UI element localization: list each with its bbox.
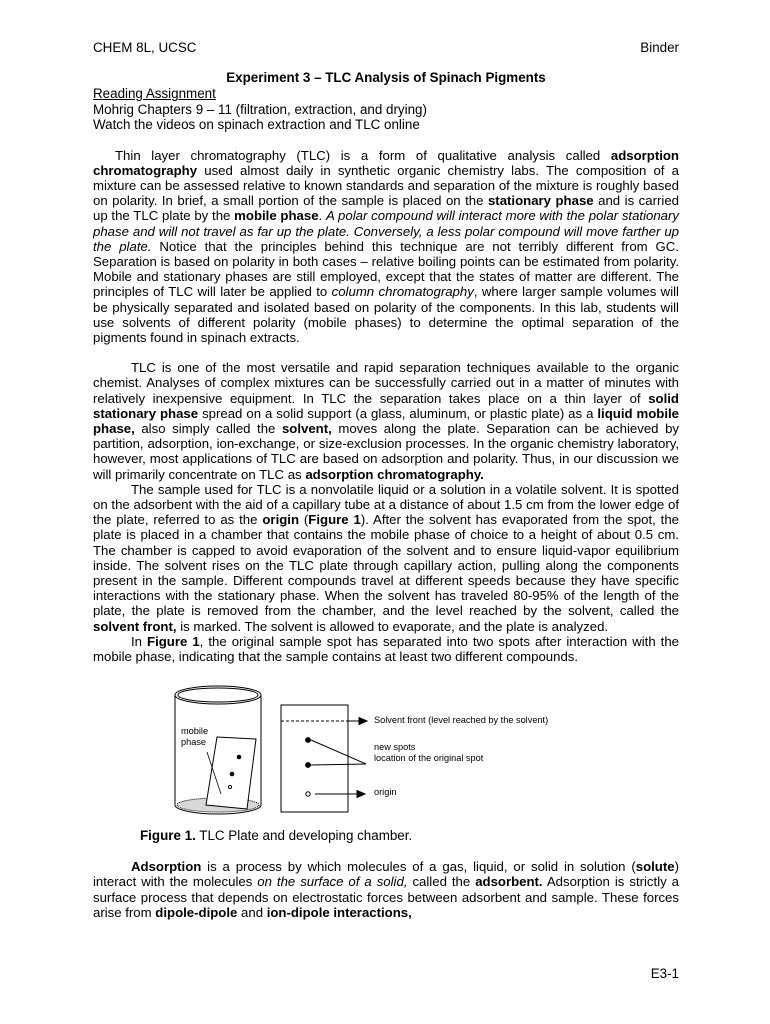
document-page xyxy=(93,40,679,920)
mobile-phase-label-1: mobile xyxy=(181,726,209,737)
paragraph-tlc-overview: TLC is one of the most versatile and rapid separation techniques available to the organic chemist. Analyses of complex mixtures can be successfully carried out in a matter of minutes with relatively inexpensive equipment. In TLC the separation takes place on a thin layer of solid stationary phase spread on a solid support (a glass, aluminum, or plastic plate) as a liquid mobile phase, also simply called the solvent, moves along the plate. Separation can be achieved by partition, adsorption, ion-exchange, or size-exclusion processes. In the organic chemistry laboratory, however, most applications of TLC are based on adsorption and polarity. Thus, in our discussion we will primarily concentrate on TLC as adsorption chromatography. xyxy=(93,360,679,482)
chamber-plate xyxy=(206,737,256,809)
paragraph-adsorption: Adsorption is a process by which molecules of a gas, liquid, or solid in solution (solute) interact with the molecules on the surface of a solid, called the adsorbent. Adsorption is strictly a surface process that depends on electrostatic forces between adsorbent and sample. These forces arise from dipole-dipole and ion-dipole interactions, xyxy=(93,859,680,920)
course-name: CHEM 8L, UCSC xyxy=(93,40,197,55)
reading-heading: Reading Assignment xyxy=(93,86,216,101)
page-number: E3-1 xyxy=(650,966,679,981)
figure-caption: Figure 1. TLC Plate and developing chamber. xyxy=(140,828,413,844)
page-header xyxy=(93,40,679,56)
mobile-phase-label-2: phase xyxy=(181,737,207,748)
new-spots-label: new spots xyxy=(374,742,416,753)
binder-label: Binder xyxy=(640,40,679,55)
origin-label: origin xyxy=(374,787,397,798)
reading-line-2: Watch the videos on spinach extraction and TLC online xyxy=(93,117,420,132)
document-title: Experiment 3 – TLC Analysis of Spinach Pigments xyxy=(226,70,546,85)
paragraph-sample: The sample used for TLC is a nonvolatile liquid or a solution in a volatile solvent. It is spotted on the adsorbent with the aid of a capillary tube at a distance of about 1.5 cm from the lower edge of the plate, referred to as the origin (Figure 1). After the solvent has evaporated from the spot, the plate is placed in a chamber that contains the mobile phase of choice to a height of about 0.5 cm. The chamber is capped to avoid evaporation of the solvent and to ensure liquid-vapor equilibrium inside. The solvent rises on the TLC plate through capillary action, pulling along the components present in the sample. Different compounds travel at different speeds because they have specific interactions with the stationary phase. When the solvent has traveled 80-95% of the length of the plate, the plate is removed from the chamber, and the level reached by the solvent, called the solvent front, is marked. The solvent is allowed to evaporate, and the plate is analyzed. xyxy=(93,481,680,634)
paragraph-figure-ref: In Figure 1, the original sample spot has separated into two spots after interaction with the mobile phase, indicating that the sample contains at least two different compounds. xyxy=(93,633,680,664)
paragraph-intro: Thin layer chromatography (TLC) is a form of qualitative analysis called adsorption chromatography used almost daily in synthetic organic chemistry labs. The composition of a mixture can be assessed relative to known standards and separation of the mixture is roughly based on polarity. In brief, a small portion of the sample is placed on the stationary phase and is carried up the TLC plate by the mobile phase. A polar compound will interact more with the polar stationary phase and will not travel as far up the plate. Conversely, a less polar compound will move farther up the plate. Notice that the principles behind this technique are not terribly different from GC. Separation is based on polarity in both cases – relative boiling points can be estimated from polarity. Mobile and stationary phases are still employed, except that the states of matter are different. The principles of TLC will later be applied to column chromatography, where larger sample volumes will be physically separated and isolated based on polarity of the components. In this lab, students will use solvents of different polarity (mobile phases) to determine the optimal separation of the pigments found in spinach extracts. xyxy=(93,147,680,345)
solvent-front-label: Solvent front (level reached by the solvent) xyxy=(374,715,549,726)
reading-line-1: Mohrig Chapters 9 – 11 (filtration, extraction, and drying) xyxy=(93,101,427,117)
tlc-plate xyxy=(281,705,348,812)
figure-tlc xyxy=(93,678,679,826)
original-spot-label: location of the original spot xyxy=(374,753,484,764)
